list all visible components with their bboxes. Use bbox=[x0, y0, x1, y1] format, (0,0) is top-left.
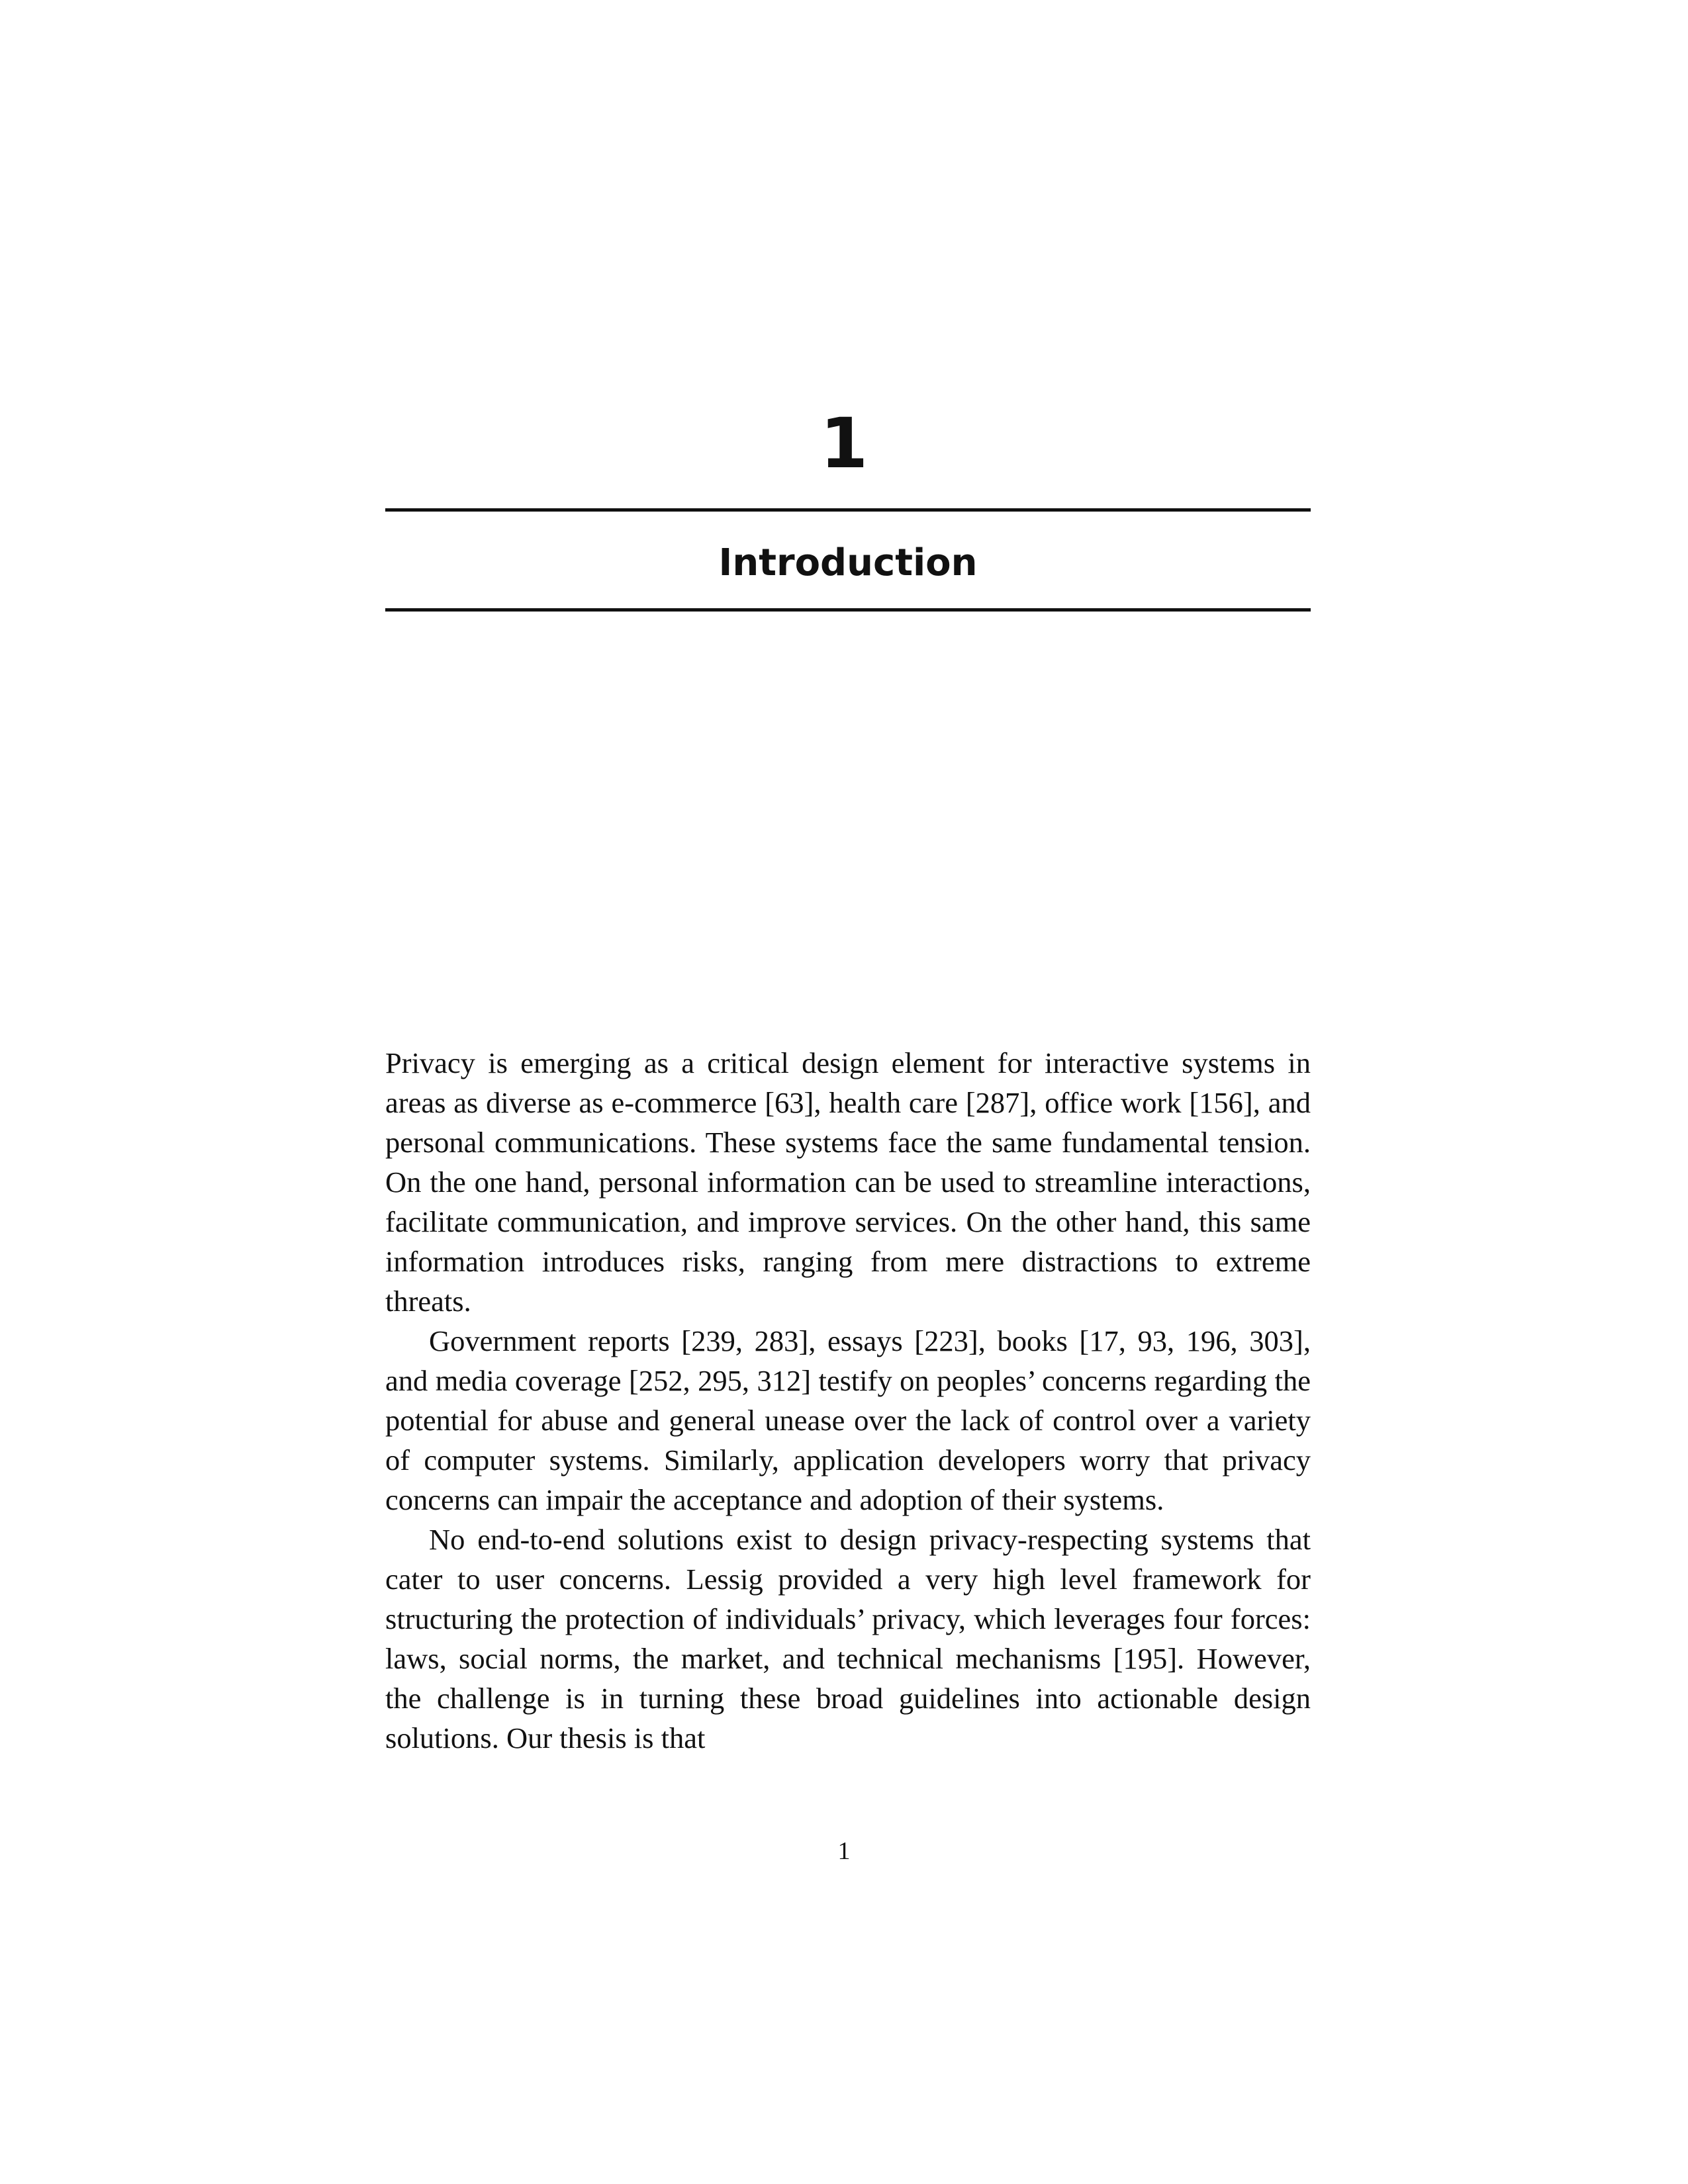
paragraph-1: Privacy is emerging as a critical design element for interactive systems in areas as diverse as e-commerce [63], health care [287], office work [156], and personal communications. These systems face the same fundamental tension. On the one hand, personal information can be used to streamline interactions, facilitate communication, and improve services. On the other hand, this same information introduces risks, ranging from mere distractions to extreme threats. bbox=[385, 1046, 1311, 1318]
body-text bbox=[385, 1043, 1311, 1758]
paragraph-3: No end-to-end solutions exist to design privacy-respecting systems that cater to user concerns. Lessig provided a very high level framework for structuring the protection of individuals’ privacy, which leverages four forces: laws, social norms, the market, and technical mechanisms [195]. However, the challenge is in turning these broad guidelines into actionable design solutions. Our thesis is that bbox=[385, 1523, 1311, 1754]
chapter-title-top-rule bbox=[385, 508, 1311, 512]
page-number: 1 bbox=[837, 1837, 851, 1865]
paragraph-2: Government reports [239, 283], essays [223], books [17, 93, 196, 303], and media coverage [252, 295, 312] testify on peoples’ concerns regarding the potential for abuse and general unease over the lack of control over a variety of computer systems. Similarly, application developers worry that privacy concerns can impair the acceptance and adoption of their systems. bbox=[385, 1324, 1311, 1516]
chapter-number: 1 bbox=[820, 403, 868, 484]
chapter-title: Introduction bbox=[718, 541, 978, 584]
chapter-title-bottom-rule bbox=[385, 608, 1311, 612]
